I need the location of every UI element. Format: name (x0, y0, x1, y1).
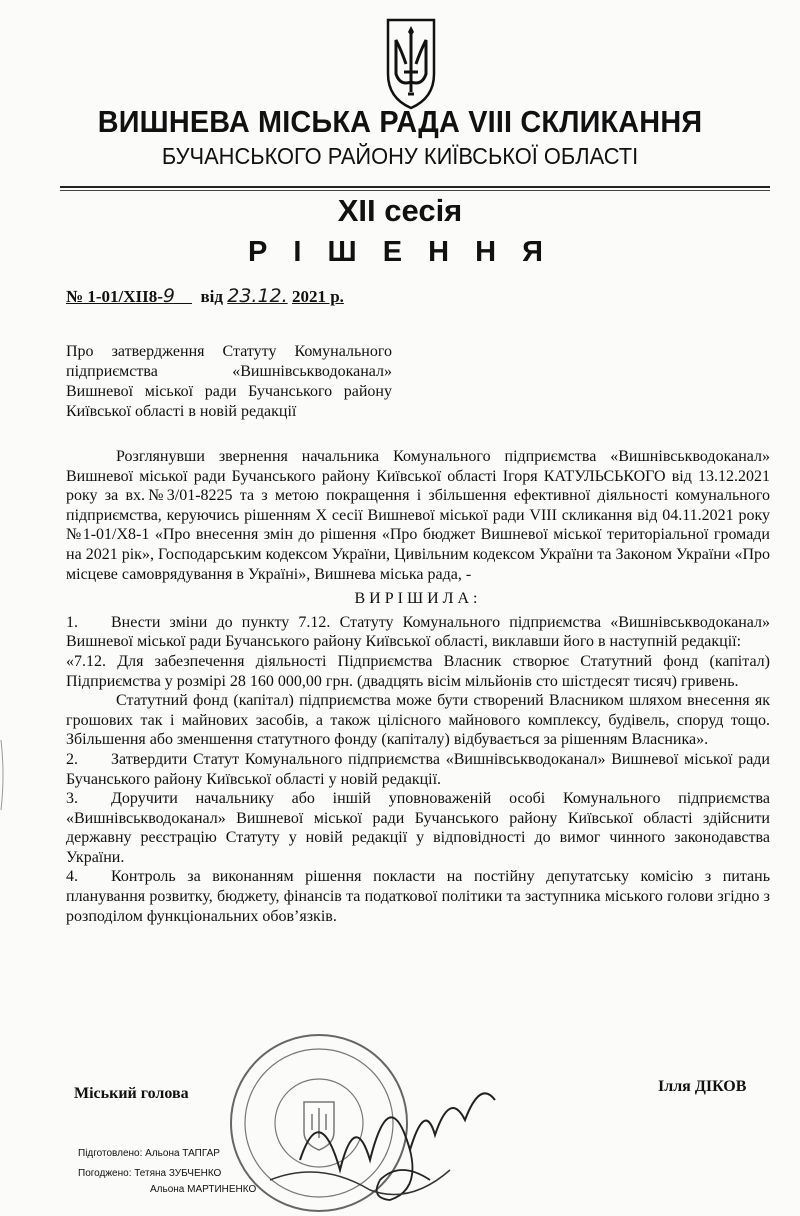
prepared-by: Підготовлено: Альона ТАПГАР (78, 1148, 220, 1159)
resolved-heading: ВИРІШИЛА: (354, 590, 482, 608)
handwritten-date: 23.12. (227, 285, 288, 307)
preamble: Розглянувши звернення начальника Комунального підприємства «Вишнівськводоканал» Вишневої міської ради Бучанського району Київської області Ігоря КАТУЛЬСЬКОГО від 13.12.2021 року за вх.№3/01-8225 та з метою покращення і збільшення ефективної діяльності комунального підприємства, керуючись рішенням X сесії Вишневої міської ради VIII скликання від 04.11.2021 року №1-01/X8-1 «Про внесення змін до рішення «Про бюджет Вишневої міської територіальної громади на 2021 рік», Господарським кодексом України, Цивільним кодексом України та Законом України «Про місцеве самоврядування в Україні», Вишнева міська рада, - (66, 448, 770, 583)
handwritten-signature (260, 1040, 510, 1210)
scan-edge-mark (0, 740, 6, 810)
council-name: ВИШНЕВА МІСЬКА РАДА VIII СКЛИКАННЯ (97, 104, 703, 139)
session-title: XII сесія (337, 193, 463, 228)
date-from-label: від (200, 287, 223, 306)
handwritten-number: 9 (162, 285, 175, 307)
list-item: 4. Контроль за виконанням рішення покласти на постійну депутатську комісію з питань планування розвитку, бюджету, фінансів та податкової політики та заступника міського голови згідно з розподілом функціональних обов’язків. (66, 868, 770, 925)
decision-number-line (66, 285, 344, 307)
list-item: «7.12. Для забезпечення діяльності Підприємства Власник створює Статутний фонд (капітал) Підприємства у розмірі 28 160 000,00 грн. (двадцять вісім мільйонів сто шістдесят тисяч) гривень. (66, 652, 770, 690)
decision-number-prefix: № 1-01/XII8- (66, 287, 163, 306)
header-divider-thin (60, 190, 770, 191)
decision-subject: Про затвердження Статуту Комунального підприємства «Вишнівськводоканал» Вишневої міської ради Бучанського району Київської області в новій редакції (66, 343, 392, 420)
signature-position: Міський голова (74, 1085, 189, 1102)
agreed-by-2: Альона МАРТИНЕНКО (150, 1184, 257, 1195)
signature-name: Ілля ДІКОВ (658, 1078, 747, 1095)
decision-body (66, 447, 770, 926)
header-divider (60, 186, 770, 188)
list-item: 1. Внести зміни до пункту 7.12. Статуту Комунального підприємства «Вишнівськводоканал» Вишневої міської ради Бучанського району Київської області, виклавши його в наступній редакції: (66, 613, 770, 651)
list-item: 2. Затвердити Статут Комунального підприємства «Вишнівськводоканал» Вишневої міської ради Бучанського району Київської області у новій редакції. (66, 750, 770, 788)
trident-emblem-icon (382, 12, 440, 112)
district-name: БУЧАНСЬКОГО РАЙОНУ КИЇВСЬКОЇ ОБЛАСТІ (161, 143, 639, 169)
decision-year: 2021 р. (291, 287, 344, 306)
document-type: Р І Ш Е Н Н Я (248, 236, 552, 268)
list-item: Статутний фонд (капітал) підприємства може бути створений Власником шляхом внесення як грошових так і майнових засобів, а також цілісного майнового комплексу, будівель, споруд тощо. Збільшення або зменшення статутного фонду (капіталу) відбувається за рішенням Власника». (66, 692, 770, 749)
list-item: 3. Доручити начальнику або іншій уповноваженій особі Комунального підприємства «Вишнівськводоканал» Вишневої міської ради Бучанського району Київської області здійснити державну реєстрацію Статуту у новій редакції у відповідності до вимог чинного законодавства України. (66, 790, 770, 866)
agreed-by: Погоджено: Тетяна ЗУБЧЕНКО (78, 1168, 222, 1179)
